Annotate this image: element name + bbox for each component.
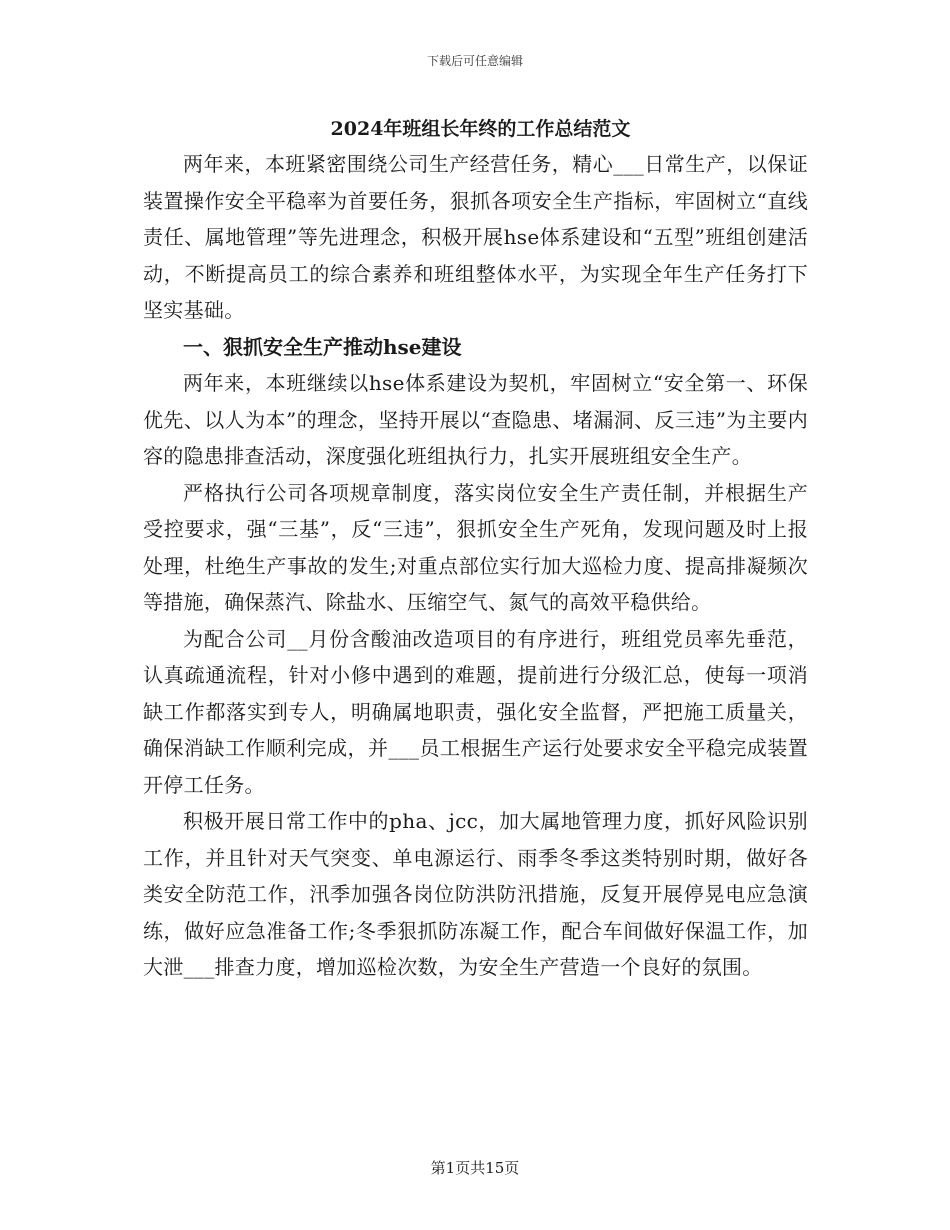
- section-heading: 一、狠抓安全生产推动hse建设: [183, 334, 462, 359]
- intro-paragraph: 两年来，本班紧密围绕公司生产经营任务，精心___日常生产，以保证装置操作安全平稳率为首要任务，狠抓各项安全生产指标，牢固树立“直线责任、属地管理”等先进理念，积极开展hse体系建设和“五型”班组创建活动，不断提高员工的综合素养和班组整体水平，为实现全年生产任务打下坚实基础。: [143, 152, 808, 322]
- body-paragraph: 严格执行公司各项规章制度，落实岗位安全生产责任制，并根据生产受控要求，强“三基”，反“三违”，狠抓安全生产死角，发现问题及时上报处理，杜绝生产事故的发生;对重点部位实行加大巡检力度、提高排凝频次等措施，确保蒸汽、除盐水、压缩空气、氮气的高效平稳供给。: [143, 480, 808, 614]
- page-header-note: 下载后可任意编辑: [426, 54, 523, 68]
- document-title: 2024年班组长年终的工作总结范文: [330, 118, 631, 140]
- body-paragraph: 两年来，本班继续以hse体系建设为契机，牢固树立“安全第一、环保优先、以人为本”的理念，坚持开展以“查隐患、堵漏洞、反三违”为主要内容的隐患排查活动，深度强化班组执行力，扎实开展班组安全生产。: [143, 371, 808, 468]
- page-number: 第1页共15页: [430, 1159, 520, 1177]
- body-paragraph: 为配合公司__月份含酸油改造项目的有序进行，班组党员率先垂范，认真疏通流程，针对小修中遇到的难题，提前进行分级汇总，使每一项消缺工作都落实到专人，明确属地职责，强化安全监督，严把施工质量关，确保消缺工作顺利完成，并___员工根据生产运行处要求安全平稳完成装置开停工任务。: [143, 626, 808, 797]
- body-paragraph: 积极开展日常工作中的pha、jcc，加大属地管理力度，抓好风险识别工作，并且针对天气突变、单电源运行、雨季冬季这类特别时期，做好各类安全防范工作，汛季加强各岗位防洪防汛措施，反复开展停晃电应急演练，做好应急准备工作;冬季狠抓防冻凝工作，配合车间做好保温工作，加大泄___排查力度，增加巡检次数，为安全生产营造一个良好的氛围。: [143, 809, 808, 979]
- document-body: [143, 112, 808, 986]
